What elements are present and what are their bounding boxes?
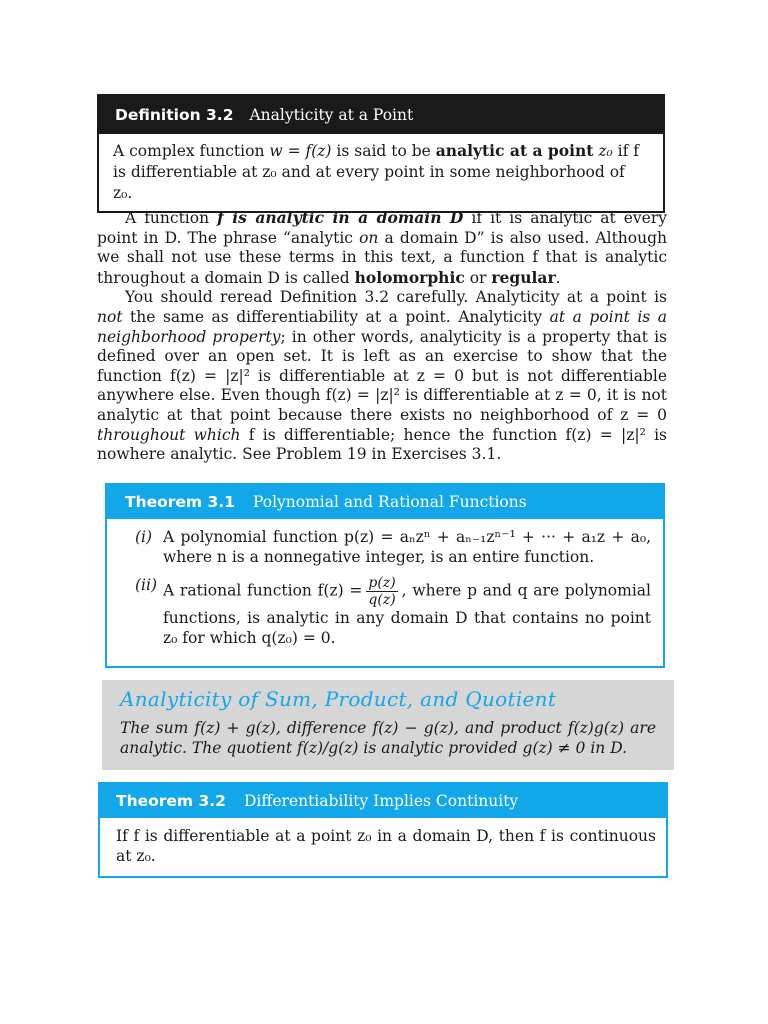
text-run: , where p and q are polynomial functions, is analytic in any domain D that contains no point z₀ for which q(z₀) = 0. [163,581,651,647]
text-run: . [555,268,561,287]
theorem-3-1-box [105,483,665,668]
text-run: A function [125,209,218,227]
text-run: ; in other words, analyticity is a property that is defined over an open set. It is left as an exercise to show that the function f(z) = |z|² is differentiable at z = 0 but is not differentiable anywhere else. Even though f(z) = |z|² is differentiable at z = 0, it is not analytic at that point because there exists no neighborhood of z = 0 [97,327,667,424]
theorem-title: Polynomial and Rational Functions [252,493,527,511]
theorem-3-2-header [100,784,666,818]
italic-term: on [359,228,379,247]
theorem-3-1-body [107,519,663,666]
text-run: if it is analytic at every point in D. The phrase “analytic [97,209,667,247]
theorem-title: Differentiability Implies Continuity [243,792,519,810]
theorem-item-i [135,527,651,567]
definition-math: w = f(z) [269,142,332,160]
rules-text: The sum f(z) + g(z), difference f(z) − g(z), and product f(z)g(z) are analytic. The quotient f(z)/g(z) is analytic provided g(z) ≠ 0 in D. [120,719,656,757]
definition-header [99,96,663,134]
definition-text: A complex function [113,142,270,160]
fraction-numerator: p(z) [368,575,396,591]
theorem-number: Theorem 3.1 [125,493,235,511]
item-label: (i) [135,528,153,546]
bold-term: f is analytic in a domain D [217,208,464,227]
theorem-3-2-body: If f is differentiable at a point z₀ in a domain D, then f is continuous at z₀. [116,827,656,865]
definition-math: z₀ [593,142,618,160]
theorem-item-ii [135,575,651,648]
text-run: A rational function f(z) = [163,581,363,600]
fraction [366,575,397,608]
bold-term: holomorphic [354,267,465,287]
italic-term: at a point is a neighborhood property [97,307,667,346]
italic-term: throughout which [97,425,241,444]
rules-title: Analyticity of Sum, Product, and Quotient [120,687,557,711]
theorem-3-2-box [98,782,668,878]
italic-term: not [97,307,123,326]
analyticity-rules-box [102,680,674,770]
definition-term: analytic at a point [435,141,594,160]
item-text: A polynomial function p(z) = aₙzⁿ + aₙ₋₁zⁿ⁻¹ + ··· + a₁z + a₀, where n is a nonnegative integer, is an entire function. [163,528,651,566]
text-run: f is differentiable; hence the function f(z) = |z|² is nowhere analytic. See Problem 19 in Exercises 3.1. [97,425,667,464]
definition-text: if f is differentiable at z₀ and at every point in some neighborhood of z₀. [113,142,640,202]
paragraph-2 [97,288,667,464]
item-text [163,575,651,648]
theorem-3-1-header [107,485,663,519]
fraction-denominator: q(z) [368,592,396,608]
item-label: (ii) [135,576,158,594]
paragraph-1 [97,208,667,288]
text-run: the same as differentiability at a point. Analyticity [122,307,550,326]
text-run: You should reread Definition 3.2 carefully. Analyticity at a point is [125,288,667,307]
definition-body [99,134,663,211]
definition-title: Analyticity at a Point [249,106,414,124]
theorem-number: Theorem 3.2 [116,792,226,810]
definition-number: Definition 3.2 [115,106,234,124]
bold-term: regular [491,267,556,287]
text-run: or [464,268,492,287]
main-text [97,208,667,465]
definition-box [97,94,665,213]
definition-text: is said to be [331,142,436,160]
text-run: a domain D” is also used. Although we shall not use these terms in this text, a function f that is analytic throughout a domain D is called [97,228,667,287]
